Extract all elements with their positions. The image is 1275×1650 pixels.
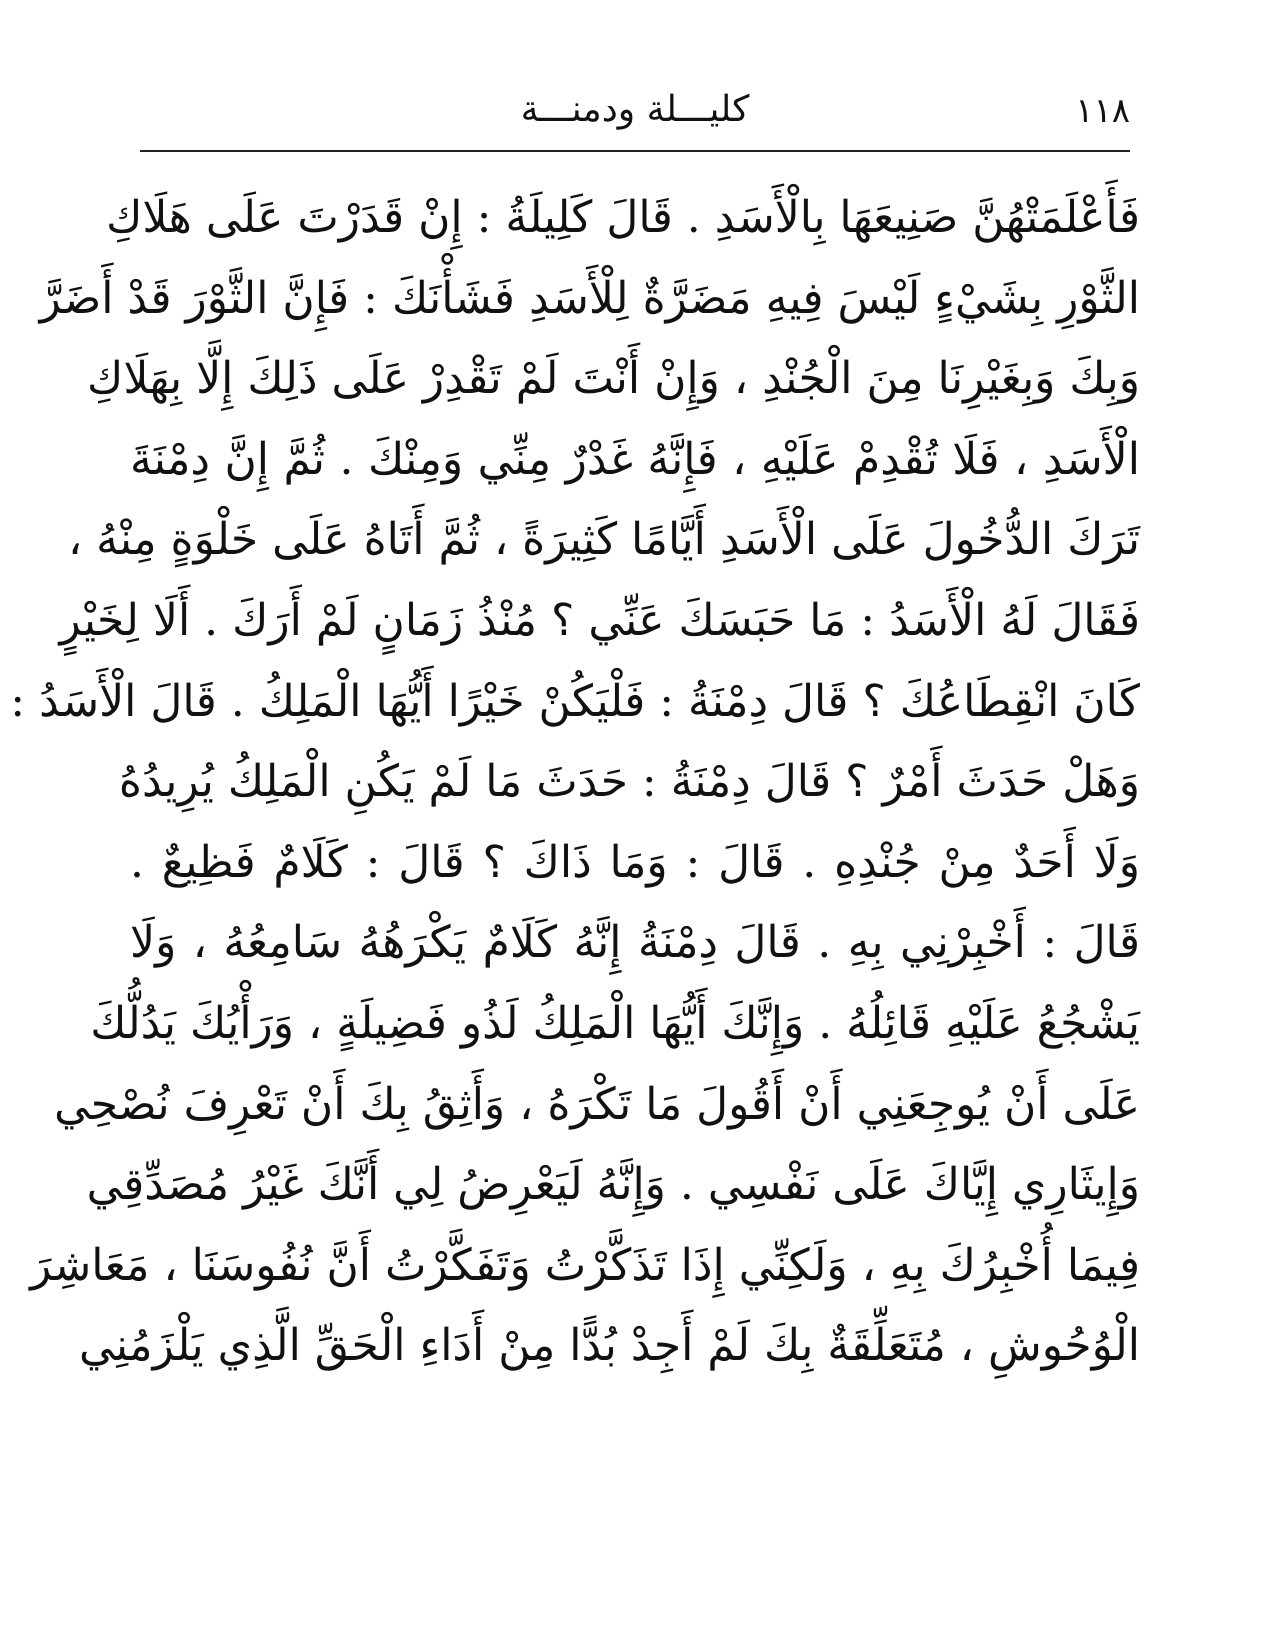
- text-line: عَلَى أَنْ يُوجِعَنِي أَنْ أَقُولَ مَا تَكْرَهُ ، وَأَثِقُ بِكَ أَنْ تَعْرِفَ نُصْحِي: [54, 1078, 1140, 1130]
- text-line: فَقَالَ لَهُ الْأَسَدُ : مَا حَبَسَكَ عَنِّي ؟ مُنْذُ زَمَانٍ لَمْ أَرَكَ . أَلَا لِخَيْرٍ: [59, 594, 1140, 646]
- text-line: تَرَكَ الدُّخُولَ عَلَى الْأَسَدِ أَيَّامًا كَثِيرَةً ، ثُمَّ أَتَاهُ عَلَى خَلْوَةٍ مِنْهُ ،: [67, 514, 1140, 566]
- header-divider: [140, 150, 1130, 152]
- text-line: قَالَ : أَخْبِرْنِي بِهِ . قَالَ دِمْنَةُ إِنَّهُ كَلَامٌ يَكْرَهُهُ سَامِعُهُ ، وَلَا: [130, 917, 1140, 969]
- text-line: الْأَسَدِ ، فَلَا تُقْدِمْ عَلَيْهِ ، فَإِنَّهُ غَدْرٌ مِنِّي وَمِنْكَ . ثُمَّ إِنَّ دِمْنَةَ: [130, 433, 1140, 485]
- page-header: [140, 85, 1130, 145]
- text-line: وَلَا أَحَدٌ مِنْ جُنْدِهِ . قَالَ : وَمَا ذَاكَ ؟ قَالَ : كَلَامٌ فَظِيعٌ .: [130, 836, 1140, 888]
- body-text: [10, 178, 1140, 1387]
- page-number: ١١٨: [1075, 91, 1130, 131]
- text-line: الثَّوْرِ بِشَيْءٍ لَيْسَ فِيهِ مَضَرَّةٌ لِلْأَسَدِ فَشَأْنَكَ : فَإِنَّ الثَّوْرَ قَدْ أَضَرَّ: [39, 272, 1140, 324]
- text-line: كَانَ انْقِطَاعُكَ ؟ قَالَ دِمْنَةُ : فَلْيَكُنْ خَيْرًا أَيُّهَا الْمَلِكُ . قَالَ الْأَسَدُ :: [10, 675, 1140, 727]
- text-line: الْوُحُوشِ ، مُتَعَلِّقَةٌ بِكَ لَمْ أَجِدْ بُدًّا مِنْ أَدَاءِ الْحَقِّ الَّذِي يَلْزَمُنِي: [79, 1320, 1140, 1372]
- text-line: وَبِكَ وَبِغَيْرِنَا مِنَ الْجُنْدِ ، وَإِنْ أَنْتَ لَمْ تَقْدِرْ عَلَى ذَلِكَ إِلَّا بِهَلَاكِ: [87, 353, 1140, 405]
- text-line: فِيمَا أُخْبِرُكَ بِهِ ، وَلَكِنِّي إِذَا تَذَكَّرْتُ وَتَفَكَّرْتُ أَنَّ نُفُوسَنَا ، مَعَاشِرَ: [30, 1239, 1140, 1291]
- text-line: وَإِيثَارِي إِيَّاكَ عَلَى نَفْسِي . وَإِنَّهُ لَيَعْرِضُ لِي أَنَّكَ غَيْرُ مُصَدِّقِي: [86, 1159, 1140, 1211]
- running-title: كليـــلة ودمنـــة: [520, 89, 750, 130]
- text-line: فَأَعْلَمَتْهُنَّ صَنِيعَهَا بِالْأَسَدِ . قَالَ كَلِيلَةُ : إِنْ قَدَرْتَ عَلَى هَلَاكِ: [106, 192, 1140, 243]
- text-line: يَشْجُعُ عَلَيْهِ قَائِلُهُ . وَإِنَّكَ أَيُّهَا الْمَلِكُ لَذُو فَضِيلَةٍ ، وَرَأْيُكَ يَدُلُّكَ: [90, 997, 1140, 1049]
- text-line: وَهَلْ حَدَثَ أَمْرٌ ؟ قَالَ دِمْنَةُ : حَدَثَ مَا لَمْ يَكُنِ الْمَلِكُ يُرِيدُهُ: [118, 756, 1140, 808]
